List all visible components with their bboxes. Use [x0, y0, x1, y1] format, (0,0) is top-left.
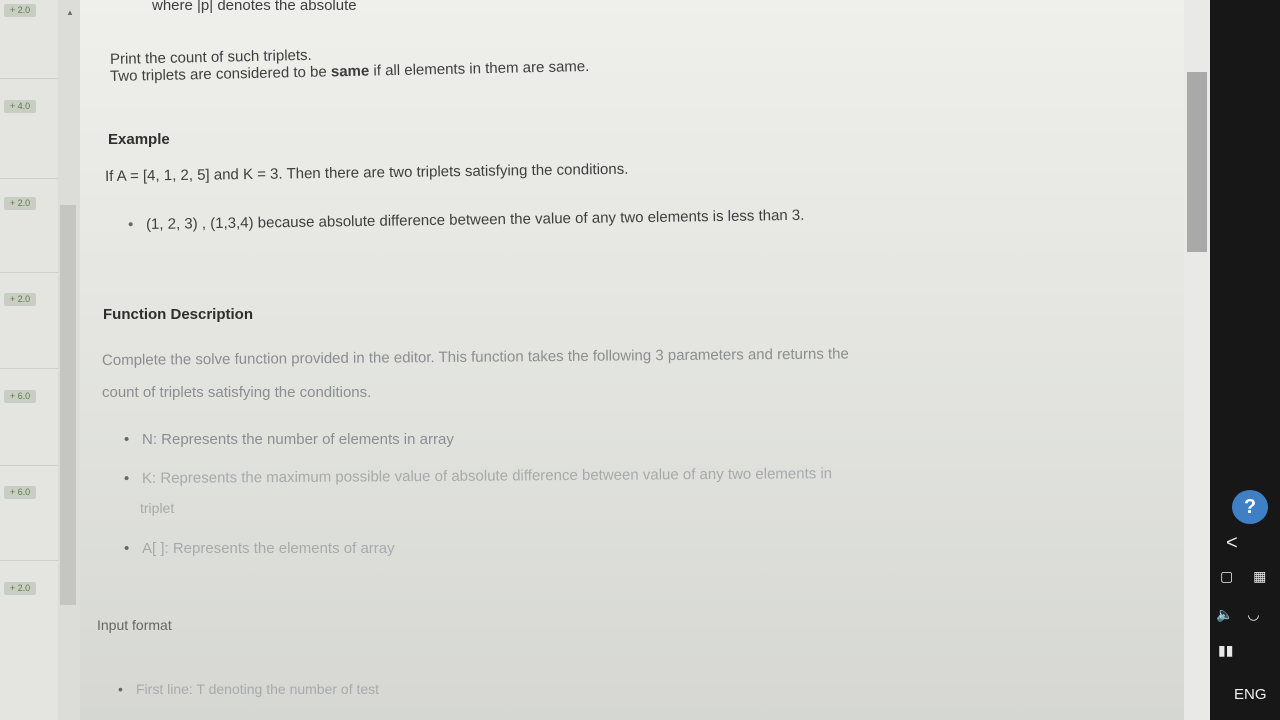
- score-divider: [0, 272, 58, 273]
- function-text-1: Complete the solve function provided in the editor. This function takes the following 3 parameters and returns the: [101, 345, 849, 369]
- score-badge: + 2.0: [4, 293, 36, 306]
- tray-icons-row: [1220, 568, 1266, 585]
- panel-separator-handle[interactable]: [60, 205, 76, 605]
- param-k: • K: Represents the maximum possible value of absolute difference between value of any two elements in: [142, 465, 832, 487]
- wifi-icon[interactable]: ◡: [1247, 606, 1260, 622]
- score-divider: [0, 368, 58, 369]
- input-bullet: • First line: T denoting the number of test: [136, 681, 379, 697]
- tray-icons-row: [1216, 606, 1260, 623]
- score-divider: [0, 465, 58, 466]
- example-heading: Example: [108, 131, 170, 148]
- score-badge: + 2.0: [4, 582, 36, 595]
- score-divider: [0, 560, 58, 561]
- print-line: Print the count of such triplets.: [109, 46, 312, 68]
- score-badge: + 6.0: [4, 390, 36, 403]
- score-divider: [0, 78, 58, 79]
- same-line-suffix: if all elements in them are same.: [369, 57, 590, 80]
- example-text: If A = [4, 1, 2, 5] and K = 3. Then there are two triplets satisfying the conditions.: [104, 160, 629, 185]
- example-bullet: • (1, 2, 3) , (1,3,4) because absolute difference between the value of any two elements is less than 3.: [146, 207, 805, 233]
- battery-icon[interactable]: ▮▮: [1218, 642, 1234, 658]
- help-icon[interactable]: ?: [1232, 490, 1268, 524]
- speaker-icon[interactable]: 🔈: [1216, 606, 1234, 622]
- score-badge: + 4.0: [4, 100, 36, 113]
- score-badge: + 2.0: [4, 197, 36, 210]
- display-icon[interactable]: ▦: [1253, 568, 1267, 584]
- device-icon[interactable]: ▢: [1220, 568, 1234, 584]
- scrollbar-thumb[interactable]: [1187, 72, 1207, 252]
- chevron-left-icon[interactable]: <: [1226, 532, 1238, 554]
- score-column: [0, 0, 58, 720]
- score-divider: [0, 178, 58, 179]
- same-line-prefix: Two triplets are considered to be: [109, 63, 332, 85]
- score-badge: + 2.0: [4, 4, 36, 17]
- top-fragment: where |p| denotes the absolute: [152, 0, 357, 14]
- param-n: • N: Represents the number of elements in array: [142, 431, 454, 448]
- language-indicator[interactable]: ENG: [1234, 686, 1267, 703]
- function-text-2: count of triplets satisfying the conditions.: [102, 384, 372, 401]
- score-badge: + 6.0: [4, 486, 36, 499]
- input-heading: Input format: [97, 617, 172, 633]
- param-k-continued: triplet: [140, 500, 175, 516]
- function-heading: Function Description: [103, 306, 253, 323]
- same-word: same: [330, 62, 370, 81]
- param-a: • A[ ]: Represents the elements of array: [142, 540, 395, 557]
- collapse-up-icon[interactable]: ▲: [66, 8, 74, 17]
